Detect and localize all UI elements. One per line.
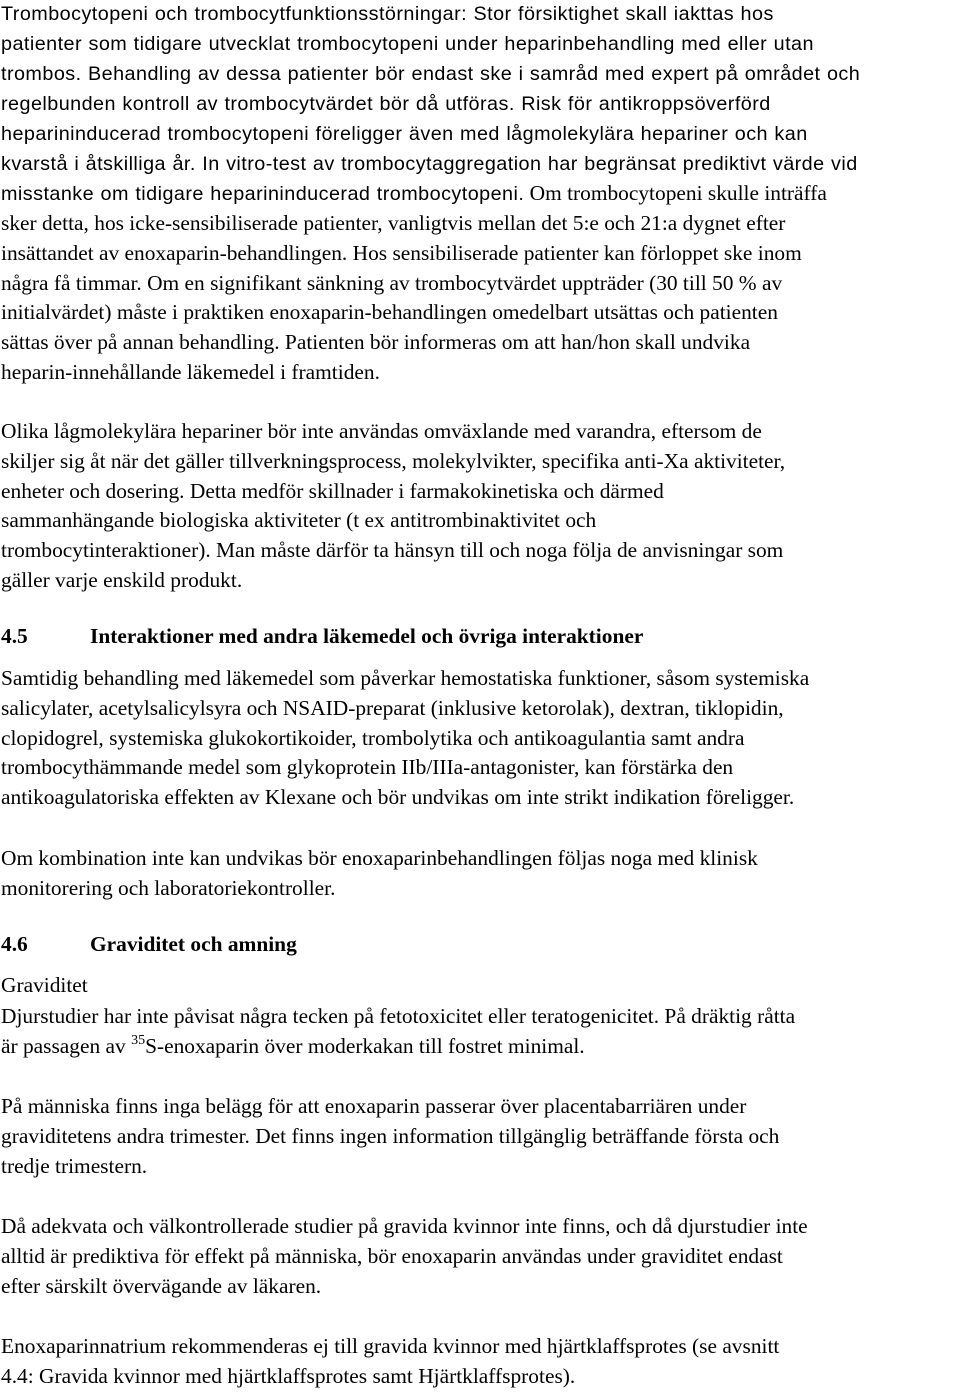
text-line: initialvärdet) måste i praktiken enoxaparin-behandlingen omedelbart utsättas och patienten	[1, 300, 778, 325]
text-line: Djurstudier har inte påvisat några tecken på fetotoxicitet eller teratogenicitet. På dräktig råtta	[1, 1004, 796, 1028]
text-line: Samtidig behandling med läkemedel som påverkar hemostatiska funktioner, såsom systemiska	[1, 666, 810, 690]
superscript-isotope: 35	[131, 1032, 146, 1048]
text-line: Trombocytopeni och trombocytfunktionsstörningar: Stor försiktighet skall iakttas hos	[1, 3, 774, 25]
text-line: insättandet av enoxaparin-behandlingen. Hos sensibiliserade patienter kan förloppet ske inom	[1, 240, 802, 265]
paragraph-animal-studies	[0, 1002, 959, 1062]
text-line: Då adekvata och välkontrollerade studier på gravida kvinnor inte finns, och då djurstudier inte	[1, 1214, 808, 1238]
text-line: gäller varje enskild produkt.	[1, 567, 243, 592]
text-segment: Om trombocytopeni skulle inträffa	[524, 181, 827, 205]
text-line: heparininducerad trombocytopeni föreligger även med lågmolekylära hepariner och kan	[1, 123, 808, 145]
text-line: några få timmar. Om en signifikant sänkning av trombocytvärdet uppträder (30 till 50 % av	[1, 270, 783, 295]
section-number: 4.5	[1, 624, 28, 648]
section-heading-4-5	[1, 621, 643, 651]
subheading-graviditet	[0, 971, 959, 1001]
text-line: clopidogrel, systemiska glukokortikoider, trombolytika och antikoagulantia samt andra	[1, 725, 745, 750]
text-line: Olika lågmolekylära hepariner bör inte användas omväxlande med varandra, eftersom de	[1, 419, 762, 443]
text-line: monitorering och laboratoriekontroller.	[1, 875, 336, 900]
text-line: graviditetens andra trimester. Det finns ingen information tillgänglig beträffande första och	[1, 1123, 780, 1148]
text-segment: kvarstå i åtskilliga år.	[1, 153, 196, 175]
text-line: 4.4: Gravida kvinnor med hjärtklaffsprotes samt Hjärtklaffsprotes).	[1, 1363, 576, 1388]
text-line: sättas över på annan behandling. Patienten bör informeras om att han/hon skall undvika	[1, 330, 751, 355]
text-line: trombocytinteraktioner). Man måste därför ta hänsyn till och noga följa de anvisningar som	[1, 538, 784, 563]
text-line	[1, 89, 959, 119]
paragraph-thrombocytopenia	[0, 0, 959, 388]
subheading-text: Graviditet	[1, 973, 88, 997]
text-line: tredje trimestern.	[1, 1153, 148, 1178]
text-line: efter särskilt övervägande av läkaren.	[1, 1273, 322, 1298]
text-segment: Risk för antikroppsöverförd	[514, 93, 771, 115]
text-line: enheter och dosering. Detta medför skillnader i farmakokinetiska och därmed	[1, 478, 664, 503]
text-line: trombocythämmande medel som glykoprotein IIb/IIIa-antagonister, kan förstärka den	[1, 755, 734, 780]
paragraph-interactions	[0, 664, 959, 813]
text-line: salicylater, acetylsalicylsyra och NSAID-preparat (inklusive ketorolak), dextran, tiklopidin,	[1, 695, 784, 720]
text-line	[1, 179, 959, 209]
paragraph-monitoring	[0, 844, 959, 904]
text-line: alltid är prediktiva för effekt på människa, bör enoxaparin användas under graviditet endast	[1, 1243, 783, 1268]
paragraph-pregnancy-use	[0, 1212, 959, 1301]
text-segment: In vitro-test av trombocytaggregation har begränsat prediktivt värde vid	[195, 153, 858, 175]
text-segment: är passagen av	[1, 1033, 132, 1058]
paragraph-heart-valve	[0, 1332, 959, 1392]
text-line: heparin-innehållande läkemedel i framtiden.	[1, 359, 380, 384]
text-line: antikoagulatoriska effekten av Klexane och bör undvikas om inte strikt indikation föreligger.	[1, 785, 795, 810]
text-line: sker detta, hos icke-sensibiliserade patienter, vanligtvis mellan det 5:e och 21:a dygnet efter	[1, 211, 786, 235]
text-segment: misstanke om tidigare heparininducerad trombocytopeni.	[1, 183, 525, 205]
paragraph-lmwh-differences	[0, 417, 959, 596]
text-line: trombos. Behandling av dessa patienter bör endast ske i samråd med expert på området och	[1, 63, 861, 85]
text-line: Enoxaparinnatrium rekommenderas ej till gravida kvinnor med hjärtklaffsprotes (se avsnitt	[1, 1334, 780, 1358]
paragraph-human-data	[0, 1092, 959, 1181]
text-line: På människa finns inga belägg för att enoxaparin passerar över placentabarriären under	[1, 1094, 747, 1118]
section-title: Graviditet och amning	[90, 932, 297, 956]
section-number: 4.6	[1, 932, 28, 956]
text-line: sammanhängande biologiska aktiviteter (t ex antitrombinaktivitet och	[1, 508, 597, 533]
text-line	[1, 149, 959, 179]
text-segment: regelbunden kontroll av trombocytvärdet bör då utföras.	[1, 93, 515, 115]
text-line: Om kombination inte kan undvikas bör enoxaparinbehandlingen följas noga med klinisk	[1, 846, 758, 870]
text-line	[1, 1032, 959, 1062]
section-heading-4-6	[1, 929, 297, 959]
text-line: patienter som tidigare utvecklat trombocytopeni under heparinbehandling med eller utan	[1, 33, 814, 55]
section-title: Interaktioner med andra läkemedel och övriga interaktioner	[90, 624, 644, 648]
text-line: skiljer sig åt när det gäller tillverkningsprocess, molekylvikter, specifika anti-Xa aktiviteter,	[1, 448, 786, 473]
text-segment: S-enoxaparin över moderkakan till fostret minimal.	[145, 1033, 585, 1058]
